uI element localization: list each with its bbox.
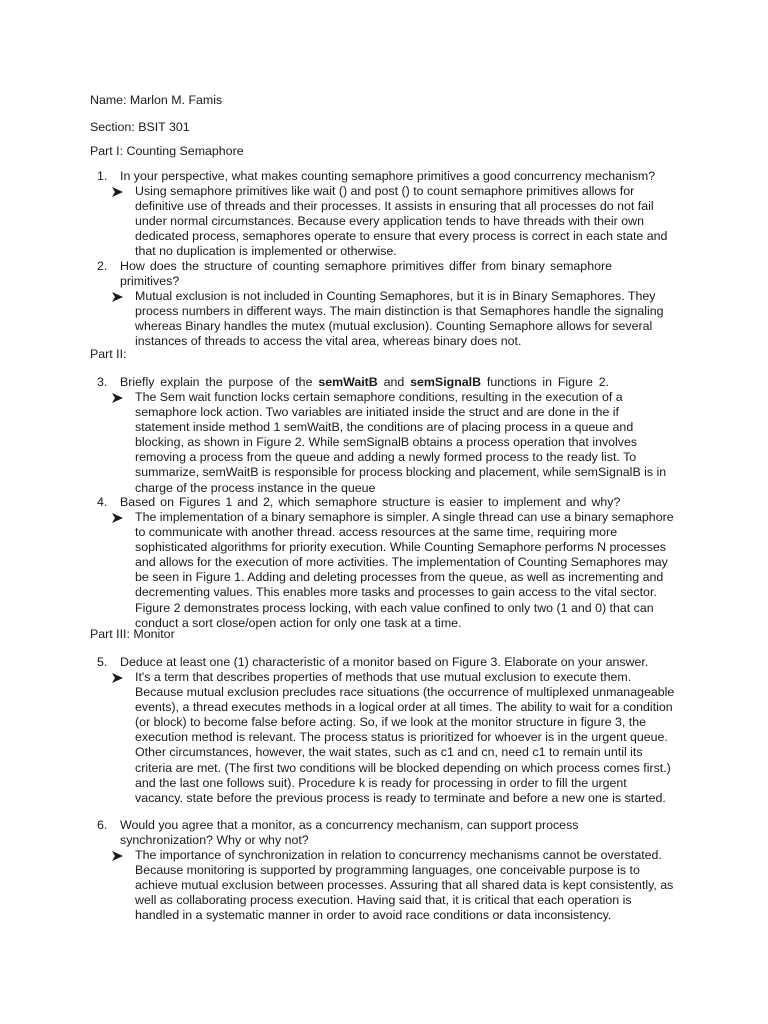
question-3-number: 3. bbox=[97, 375, 108, 389]
answer-5-text: It's a term that describes properties of methods that use mutual exclusion to execute them. Because mutual exclusion precludes race situations (the occurrence of multiplexed unmanageable events), a thread executes methods in a logical order at all times. The ability to wait for a condition (or block) to become false before acting. So, if we look at the monitor structure in figure 3, the execution method is relevant. The process status is prioritized for whoever is in the urgent queue. Other circumstances, however, the wait states, such as c1 and cn, need c1 to remain until its criteria are met. (The first two conditions will be blocked depending on which process comes first.) and the last one follows suit). Procedure k is ready for processing in order to fill the urgent vacancy. state before the previous process is ready to terminate and before a new one is started. bbox=[135, 670, 675, 805]
question-4-text: Based on Figures 1 and 2, which semaphore structure is easier to implement and why? bbox=[120, 495, 621, 509]
question-2-number: 2. bbox=[97, 259, 108, 273]
semsignalb-function-name: semSignalB bbox=[410, 375, 482, 389]
answer-4-text: The implementation of a binary semaphore is simpler. A single thread can use a binary semaphore to communicate with another thread. access resources at the same time, requiring more sophisticated algorithms for priority execution. While Counting Semaphore performs N processes and allows for the execution of more activities. The implementation of Counting Semaphores may be seen in Figure 1. Adding and deleting processes from the queue, as well as incrementing and decrementing values. This enables more tasks and processes to gain access to the vital sector. Figure 2 demonstrates process locking, with each value confined to only two (1 and 0) that can conduct a sort close/open action for only one task at a time. bbox=[135, 510, 674, 630]
question-1-text: In your perspective, what makes counting semaphore primitives a good concurrency mechanism? bbox=[120, 169, 656, 183]
arrowhead-bullet-icon bbox=[112, 289, 126, 302]
arrowhead-bullet-icon bbox=[112, 510, 126, 523]
question-2-text: How does the structure of counting semaphore primitives differ from binary semaphore primitives? bbox=[120, 259, 612, 289]
part-2-heading: Part II: bbox=[90, 347, 127, 361]
arrowhead-bullet-icon bbox=[112, 184, 126, 197]
answer-3-text: The Sem wait function locks certain semaphore conditions, resulting in the execution of a semaphore lock action. Two variables are initiated inside the struct and are done in the if statement inside method 1 semWaitB, the conditions are of placing process in a queue and blocking, as shown in Figure 2. While semSignalB obtains a process operation that involves removing a process from the queue and adding a newly formed process to the ready list. To summarize, semWaitB is responsible for process blocking and placement, while semSignalB is in charge of the process instance in the queue bbox=[135, 390, 667, 495]
answer-2-text: Mutual exclusion is not included in Counting Semaphores, but it is in Binary Semaphores. They process numbers in different ways. The main distinction is that Semaphores handle the signaling whereas Binary handles the mutex (mutual exclusion). Counting Semaphore allows for several instances of threads to access the vital area, whereas binary does not. bbox=[135, 289, 664, 349]
question-5-text: Deduce at least one (1) characteristic of a monitor based on Figure 3. Elaborate on your answer. bbox=[120, 655, 649, 669]
question-3-text: Briefly explain the purpose of the semWaitB and semSignalB functions in Figure 2. bbox=[120, 375, 610, 389]
question-5-number: 5. bbox=[97, 655, 108, 669]
question-6-text: Would you agree that a monitor, as a concurrency mechanism, can support process synchronization? Why or why not? bbox=[120, 818, 579, 848]
student-name: Name: Marlon M. Famis bbox=[90, 93, 223, 107]
question-6-number: 6. bbox=[97, 818, 108, 832]
answer-6-text: The importance of synchronization in relation to concurrency mechanisms cannot be overstated. Because monitoring is supported by programming languages, one conceivable purpose is to achieve mutual exclusion between processes. Assuring that all shared data is kept consistently, as well as collaborating process execution. Having said that, it is critical that each operation is handled in a systematic manner in order to avoid race conditions or data inconsistency. bbox=[135, 848, 674, 923]
arrowhead-bullet-icon bbox=[112, 390, 126, 403]
question-1-number: 1. bbox=[97, 169, 108, 183]
semwaitb-function-name: semWaitB bbox=[318, 375, 378, 389]
student-section: Section: BSIT 301 bbox=[90, 120, 190, 134]
arrowhead-bullet-icon bbox=[112, 848, 126, 861]
part-3-heading: Part III: Monitor bbox=[90, 627, 175, 641]
answer-1-text: Using semaphore primitives like wait () and post () to count semaphore primitives allows for definitive use of threads and their processes. It assists in ensuring that all processes do not fail under normal circumstances. Because every application tends to have threads with their own dedicated process, semaphores operate to ensure that every process is correct in each state and that no duplication is implemented or otherwise. bbox=[135, 184, 668, 259]
question-4-number: 4. bbox=[97, 495, 108, 509]
part-1-heading: Part I: Counting Semaphore bbox=[90, 144, 244, 158]
arrowhead-bullet-icon bbox=[112, 670, 126, 683]
